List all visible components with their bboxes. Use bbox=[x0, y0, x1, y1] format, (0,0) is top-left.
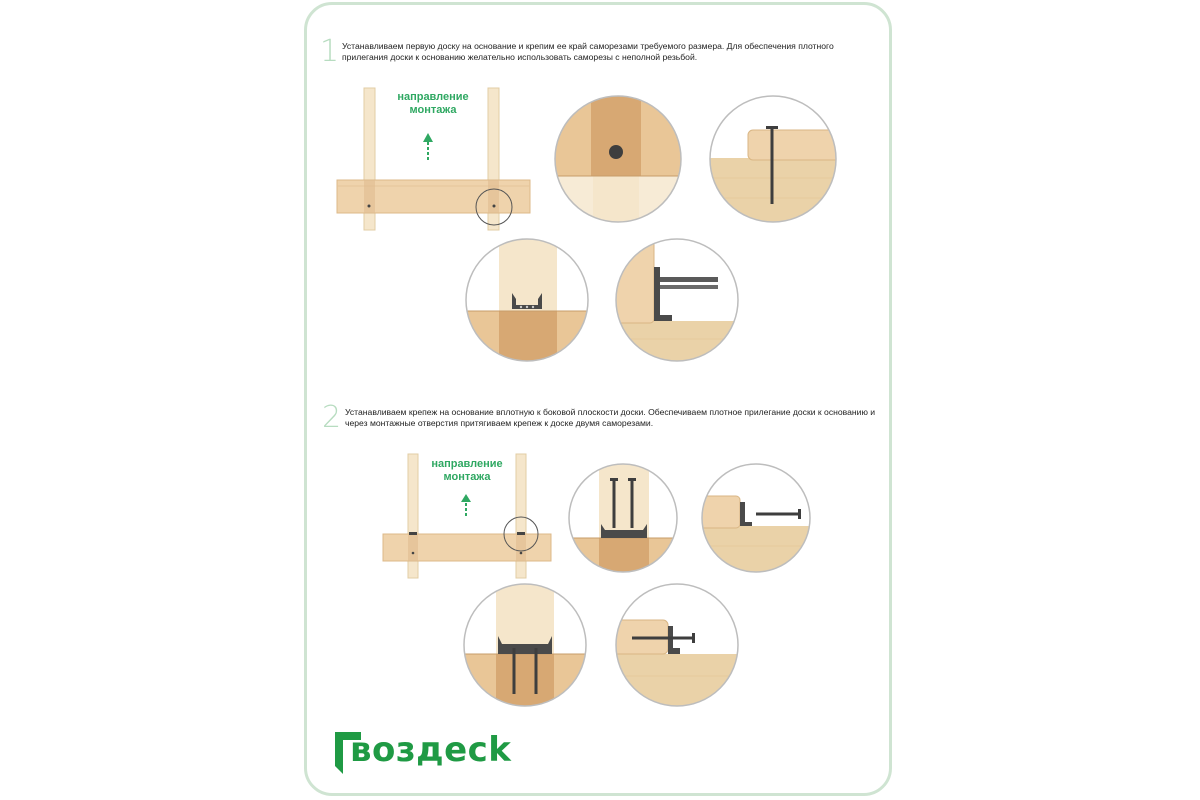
step-2-closeup-clip-screws-base bbox=[462, 582, 588, 708]
step-1-closeup-clip-top bbox=[464, 237, 590, 363]
step-1-number: 1 bbox=[320, 34, 340, 69]
step-2-closeup-screw-driven-side bbox=[614, 582, 740, 708]
direction-label-2-line2: монтажа bbox=[443, 471, 491, 483]
step-2-closeup-clip-screws-top bbox=[567, 462, 679, 574]
step-2-number: 2 bbox=[322, 400, 342, 435]
direction-label-2 bbox=[424, 458, 510, 484]
direction-label-1-line2: монтажа bbox=[409, 104, 457, 116]
brand-logo-wordmark: воздеck bbox=[350, 730, 512, 770]
direction-label-1 bbox=[390, 91, 476, 117]
step-1-closeup-screw-top bbox=[553, 94, 683, 224]
step-2-closeup-clip-screw-side bbox=[700, 462, 812, 574]
direction-label-2-line1: направление bbox=[431, 458, 503, 470]
direction-label-1-line1: направление bbox=[397, 91, 469, 103]
step-1-text: Устанавливаем первую доску на основание и крепим ее край саморезами требуемого размера. Для обеспечения плотного прилегания доски к основанию желательно использовать саморезы с неполной резьбой. bbox=[342, 41, 834, 62]
brand-logo bbox=[350, 730, 511, 770]
step-1-closeup-clip-side bbox=[614, 237, 740, 363]
step-2-text: Устанавливаем крепеж на основание вплотную к боковой плоскости доски. Обеспечиваем плотное прилегание доски к основанию и через монтажные отверстия притягиваем крепеж к доске двумя саморезами. bbox=[345, 407, 876, 428]
step-1-closeup-screw-side bbox=[708, 94, 838, 224]
